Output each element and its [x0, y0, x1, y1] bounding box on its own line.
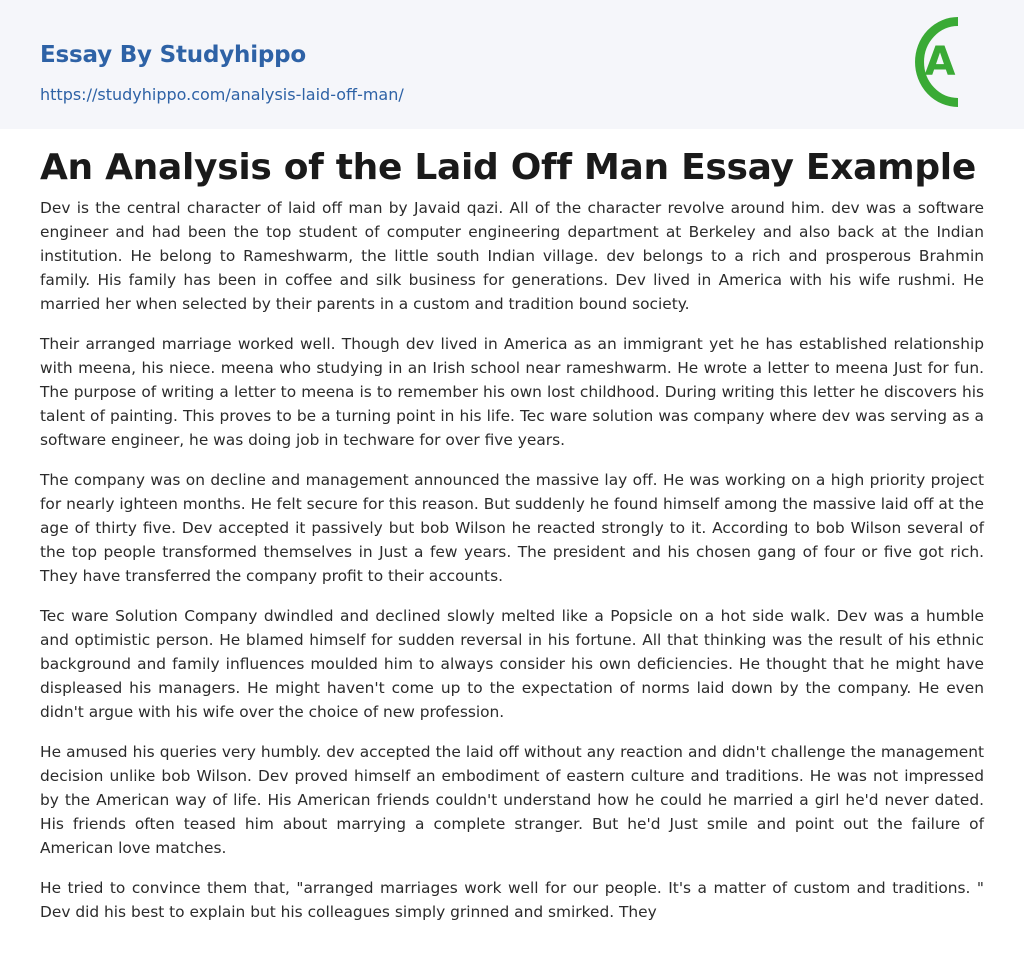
- essay-paragraph-2: Their arranged marriage worked well. Though dev lived in America as an immigrant yet he has established relationship with meena, his niece. meena who studying in an Irish school near rameshwarm. He wrote a letter to meena Just for fun. The purpose of writing a letter to meena is to remember his own lost childhood. During writing this letter he discovers his talent of painting. This proves to be a turning point in his life. Tec ware solution was company where dev was serving as a software engineer, he was doing job in techware for over five years.: [40, 335, 984, 449]
- essay-paragraph-3: The company was on decline and management announced the massive lay off. He was working on a high priority project for nearly ighteen months. He felt secure for this reason. But suddenly he found himself among the massive laid off at the age of thirty five. Dev accepted it passively but bob Wilson he reacted strongly to it. According to bob Wilson several of the top people transformed themselves in Just a few years. The president and his chosen gang of four or five got rich. They have transferred the company profit to their accounts.: [40, 471, 984, 585]
- site-header: [0, 0, 1024, 129]
- logo-letter: A: [924, 39, 956, 85]
- essay-paragraph-5: He amused his queries very humbly. dev accepted the laid off without any reaction and didn't challenge the management decision unlike bob Wilson. Dev proved himself an embodiment of eastern culture and traditions. He was not impressed by the American way of life. His American friends couldn't understand how he could he married a girl he'd never dated. His friends often teased him about marrying a complete stranger. But he'd Just smile and point out the failure of American love matches.: [40, 743, 984, 857]
- essay-paragraph-6: He tried to convince them that, "arranged marriages work well for our people. It's a matter of custom and traditions. " Dev did his best to explain but his colleagues simply grinned and smirked. They: [40, 879, 984, 921]
- essay-paragraph-4: Tec ware Solution Company dwindled and declined slowly melted like a Popsicle on a hot side walk. Dev was a humble and optimistic person. He blamed himself for sudden reversal in his fortune. All that thinking was the result of his ethnic background and family influences moulded him to always consider his own deficiencies. He thought that he might have displeased his managers. He might haven't come up to the expectation of norms laid down by the company. He even didn't argue with his wife over the choice of new profession.: [40, 607, 984, 721]
- source-url-link[interactable]: https://studyhippo.com/analysis-laid-off-man/: [40, 85, 404, 104]
- essay-paragraph-1: Dev is the central character of laid off man by Javaid qazi. All of the character revolve around him. dev was a software engineer and had been the top student of computer engineering department at Berkeley and also back at the Indian institution. He belong to Rameshwarm, the little south Indian village. dev belongs to a rich and prosperous Brahmin family. His family has been in coffee and silk business for generations. Dev lived in America with his wife rushmi. He married her when selected by their parents in a custom and tradition bound society.: [40, 199, 984, 313]
- essay-title: An Analysis of the Laid Off Man Essay Example: [40, 147, 976, 188]
- brand-title[interactable]: Essay By Studyhippo: [40, 42, 307, 68]
- essay-content: [40, 146, 984, 940]
- studyhippo-logo-icon[interactable]: [906, 17, 988, 107]
